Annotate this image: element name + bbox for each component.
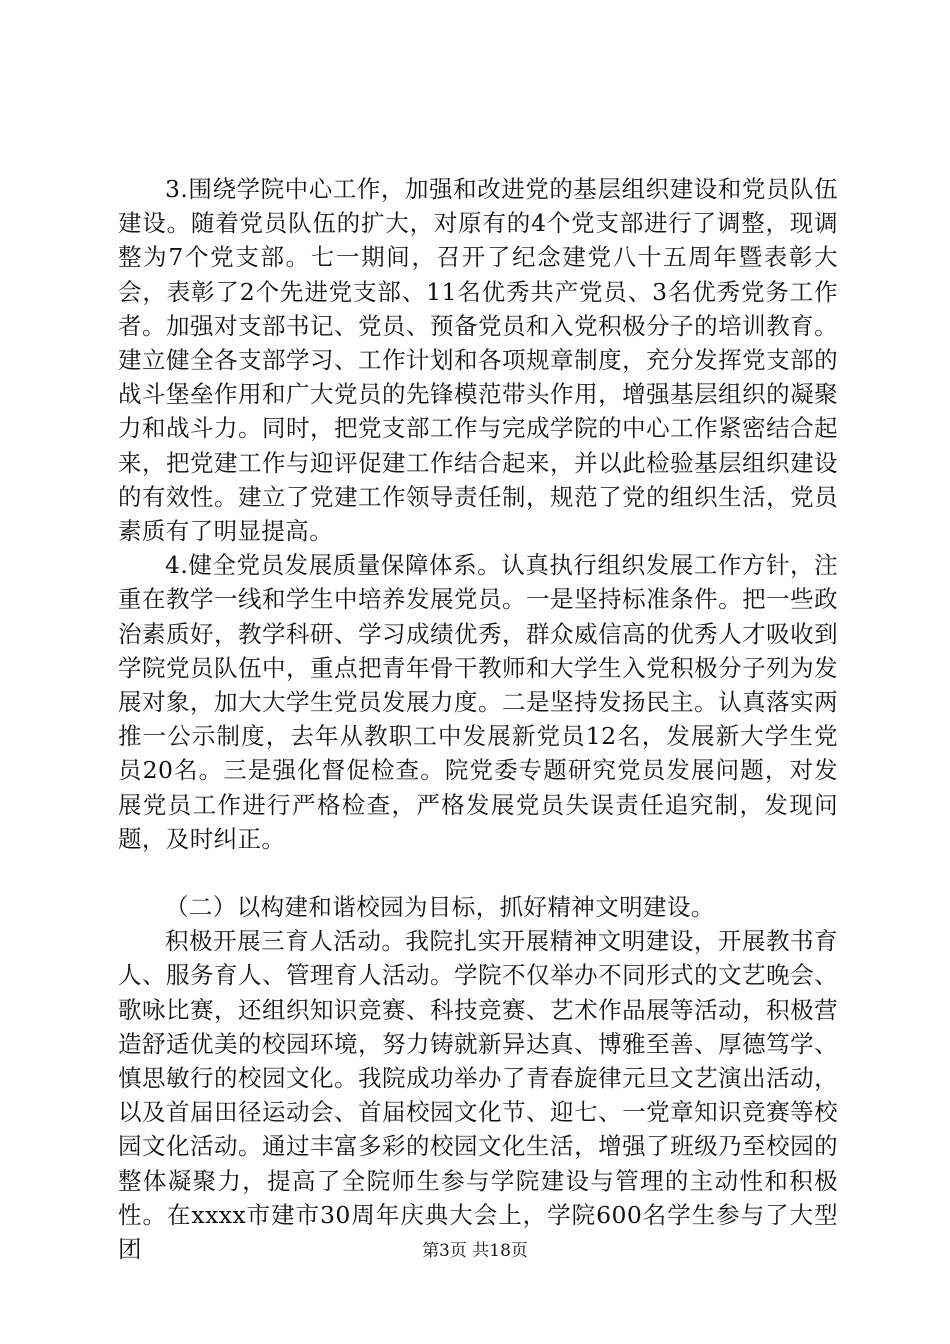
paragraph-gap: [118, 856, 838, 890]
document-body: [118, 172, 838, 1266]
paragraph-three-education: 积极开展三育人活动。我院扎实开展精神文明建设，开展教书育人、服务育人、管理育人活动。学院不仅举办不同形式的文艺晚会、歌咏比赛，还组织知识竞赛、科技竞赛、艺术作品展等活动，积极营造舒适优美的校园环境，努力铸就新异达真、博雅至善、厚德笃学、慎思敏行的校园文化。我院成功举办了青春旋律元旦文艺演出活动，以及首届田径运动会、首届校园文化节、迎七、一党章知识竞赛等校园文化活动。通过丰富多彩的校园文化生活，增强了班级乃至校园的整体凝聚力，提高了全院师生参与学院建设与管理的主动性和积极性。在xxxx市建市30周年庆典大会上，学院600名学生参与了大型团: [118, 927, 838, 1264]
page-number: 第3页 共18页: [422, 1241, 528, 1261]
paragraph-member-development: 4.健全党员发展质量保障体系。认真执行组织发展工作方针，注重在教学一线和学生中培养发展党员。一是坚持标准条件。把一些政治素质好，教学科研、学习成绩优秀，群众威信高的优秀人才吸收到学院党员队伍中，重点把青年骨干教师和大学生入党积极分子列为发展对象，加大大学生党员发展力度。二是坚持发扬民主。认真落实两推一公示制度，去年从教职工中发展新党员12名，发展新大学生党员20名。三是强化督促检查。院党委专题研究党员发展问题，对发展党员工作进行严格检查，严格发展党员失误责任追究制，发现问题，及时纠正。: [118, 551, 838, 853]
section-heading-civilization: （二）以构建和谐校园为目标，抓好精神文明建设。: [165, 893, 715, 922]
paragraph-party-organization: 3.围绕学院中心工作，加强和改进党的基层组织建设和党员队伍建设。随着党员队伍的扩大，对原有的4个党支部进行了调整，现调整为7个党支部。七一期间，召开了纪念建党八十五周年暨表彰大会，表彰了2个先进党支部、11名优秀共产党员、3名优秀党务工作者。加强对支部书记、党员、预备党员和入党积极分子的培训教育。建立健全各支部学习、工作计划和各项规章制度，充分发挥党支部的战斗堡垒作用和广大党员的先锋模范带头作用，增强基层组织的凝聚力和战斗力。同时，把党支部工作与完成学院的中心工作紧密结合起来，把党建工作与迎评促建工作结合起来，并以此检验基层组织建设的有效性。建立了党建工作领导责任制，规范了党的组织生活，党员素质有了明显提高。: [118, 175, 838, 546]
